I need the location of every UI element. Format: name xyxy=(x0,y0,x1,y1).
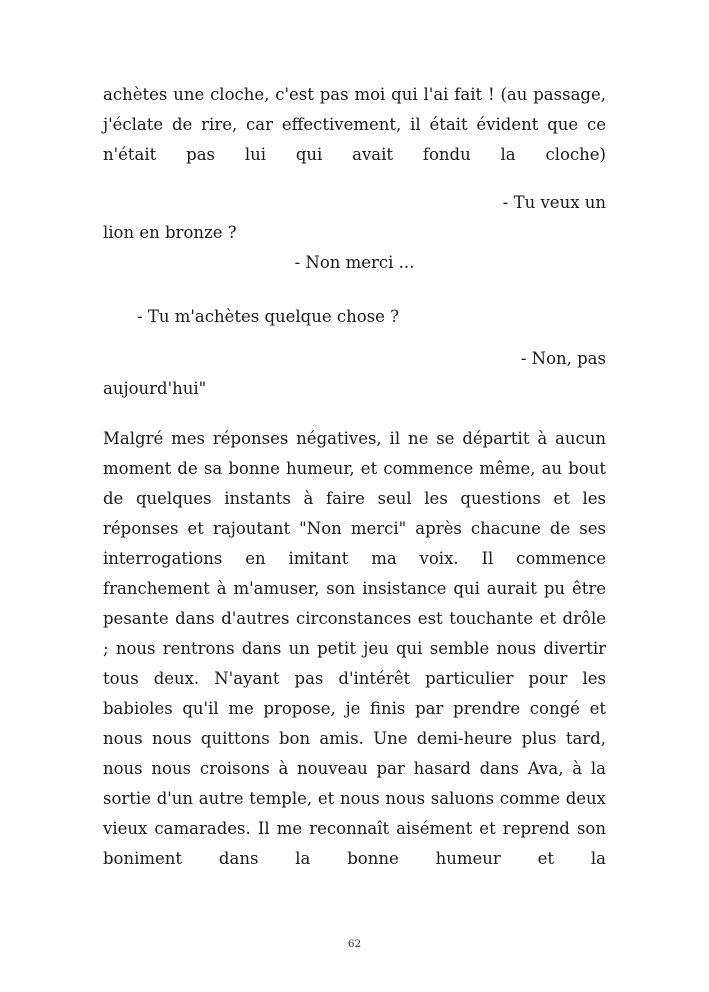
dialogue-line-6: aujourd'hui" xyxy=(103,379,207,398)
page-number: 62 xyxy=(347,938,362,950)
final-paragraph: Malgré mes réponses négatives, il ne se départit à aucun moment de sa bonne humeur, et commence même, au bout de quelques instants à faire seul les questions et les réponses et rajoutant "Non merci" après chacune de ses interrogations en imitant ma voix. Il commence franchement à m'amuser, son insistance qui aurait pu être pesante dans d'autres circonstances est touchante et drôle ; nous rentrons dans un petit jeu qui semble nous divertir tous deux. N'ayant pas d'intérêt particulier pour les babioles qu'il me propose, je finis par prendre congé et nous nous quittons bon amis. Une demi-heure plus tard, nous nous croisons à nouveau par hasard dans Ava, à la sortie d'un autre temple, et nous nous saluons comme deux vieux camarades. Il me reconnaît aisément et reprend son boniment dans la bonne humeur et la xyxy=(103,429,606,868)
dialogue-line-1: - Tu veux un xyxy=(502,193,606,212)
dialogue-spacer-1 xyxy=(103,278,606,302)
dialogue-spacer-2 xyxy=(103,332,606,344)
dialogue-line-5: - Non, pas xyxy=(520,349,606,368)
dialogue-line-2: lion en bronze ? xyxy=(103,223,237,242)
page-body xyxy=(103,80,606,874)
dialogue-line-4: - Tu m'achètes quelque chose ? xyxy=(137,307,400,326)
block-spacer xyxy=(103,404,606,424)
continued-paragraph: achètes une cloche, c'est pas moi qui l'ai fait ! (au passage, j'éclate de rire, car effectivement, il était évident que ce n'était pas lui qui avait fondu la cloche) xyxy=(103,85,606,164)
dialogue-block xyxy=(103,188,606,404)
paragraph-spacer xyxy=(103,170,606,188)
dialogue-line-3: - Non merci ... xyxy=(294,253,415,272)
